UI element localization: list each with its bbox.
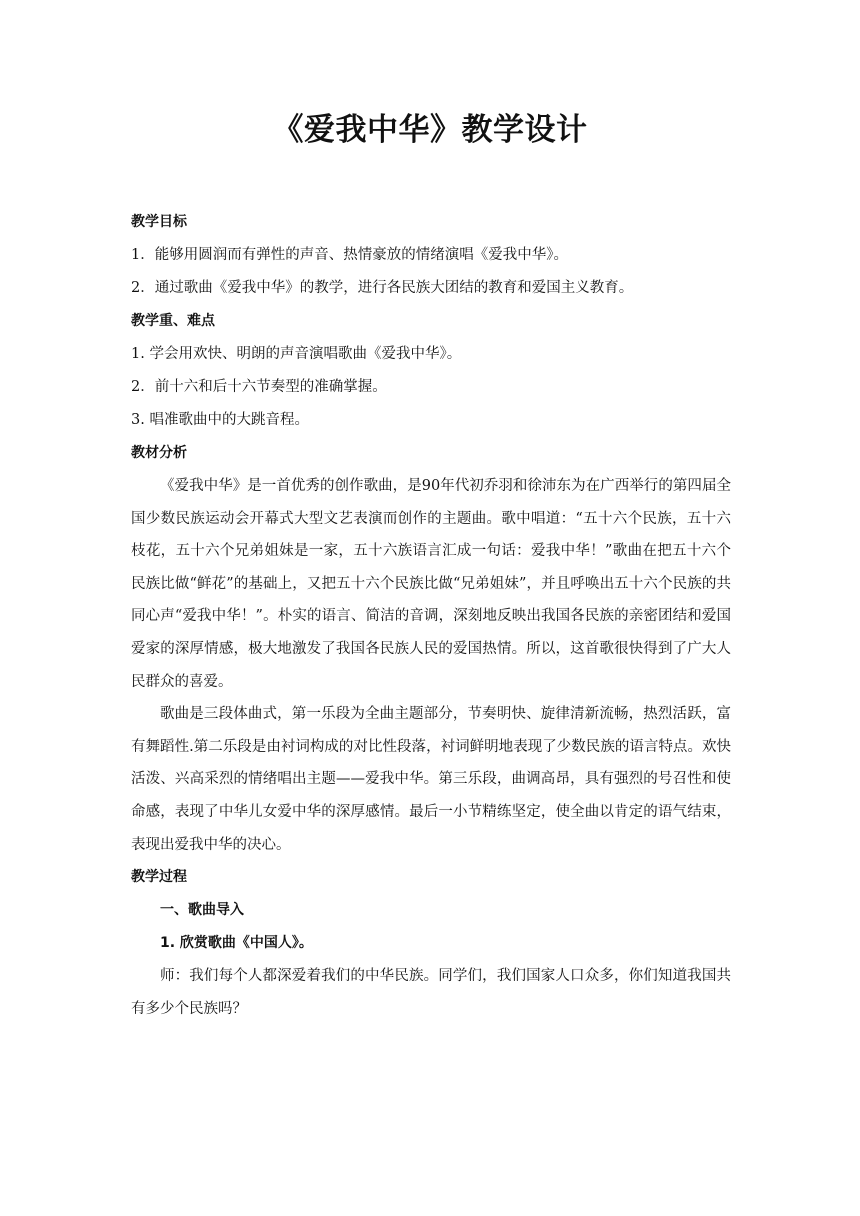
section-heading-key-points: 教学重、难点	[131, 313, 215, 329]
process-paragraph: 师：我们每个人都深爱着我们的中华民族。同学们，我们国家人口众多，你们知道我国共有多少个民族吗？	[131, 968, 731, 1017]
document-title: 《爱我中华》教学设计	[272, 112, 588, 148]
key-point-item: 2．前十六和后十六节奏型的准确掌握。	[131, 379, 387, 395]
analysis-paragraph: 《爱我中华》是一首优秀的创作歌曲，是90年代初乔羽和徐沛东为在广西举行的第四届全国少数民族运动会开幕式大型文艺表演而创作的主题曲。歌中唱道：“五十六个民族，五十六枝花，五十六个兄弟姐妹是一家，五十六族语言汇成一句话：爱我中华！”歌曲在把五十六个民族比做“鲜花”的基础上，又把五十六个民族比做“兄弟姐妹”，并且呼唤出五十六个民族的共同心声“爱我中华！”。朴实的语言、简洁的音调，深刻地反映出我国各民族的亲密团结和爱国爱家的深厚情感，极大地激发了我国各民族人民的爱国热情。所以，这首歌很快得到了广大人民群众的喜爱。	[131, 478, 731, 690]
goal-item: 1．能够用圆润而有弹性的声音、热情豪放的情绪演唱《爱我中华》。	[131, 247, 568, 263]
process-part-title: 一、歌曲导入	[160, 902, 244, 919]
document-body	[131, 206, 731, 1025]
analysis-paragraph: 歌曲是三段体曲式，第一乐段为全曲主题部分，节奏明快、旋律清新流畅，热烈活跃，富有舞蹈性.第二乐段是由衬词构成的对比性段落，衬词鲜明地表现了少数民族的语言特点。欢快活泼、兴高采烈的情绪唱出主题——爱我中华。第三乐段，曲调高昂，具有强烈的号召性和使命感，表现了中华儿女爱中华的深厚感情。最后一小节精练坚定，使全曲以肯定的语气结束，表现出爱我中华的决心。	[131, 706, 731, 853]
key-point-item: 1. 学会用欢快、明朗的声音演唱歌曲《爱我中华》。	[131, 346, 462, 362]
section-heading-analysis: 教材分析	[131, 445, 187, 461]
key-point-item: 3. 唱准歌曲中的大跳音程。	[131, 412, 309, 428]
section-heading-process: 教学过程	[131, 869, 187, 886]
process-step-title: 1. 欣赏歌曲《中国人》。	[160, 935, 313, 952]
section-heading-goals: 教学目标	[131, 214, 187, 230]
goal-item: 2．通过歌曲《爱我中华》的教学，进行各民族大团结的教育和爱国主义教育。	[131, 280, 634, 296]
